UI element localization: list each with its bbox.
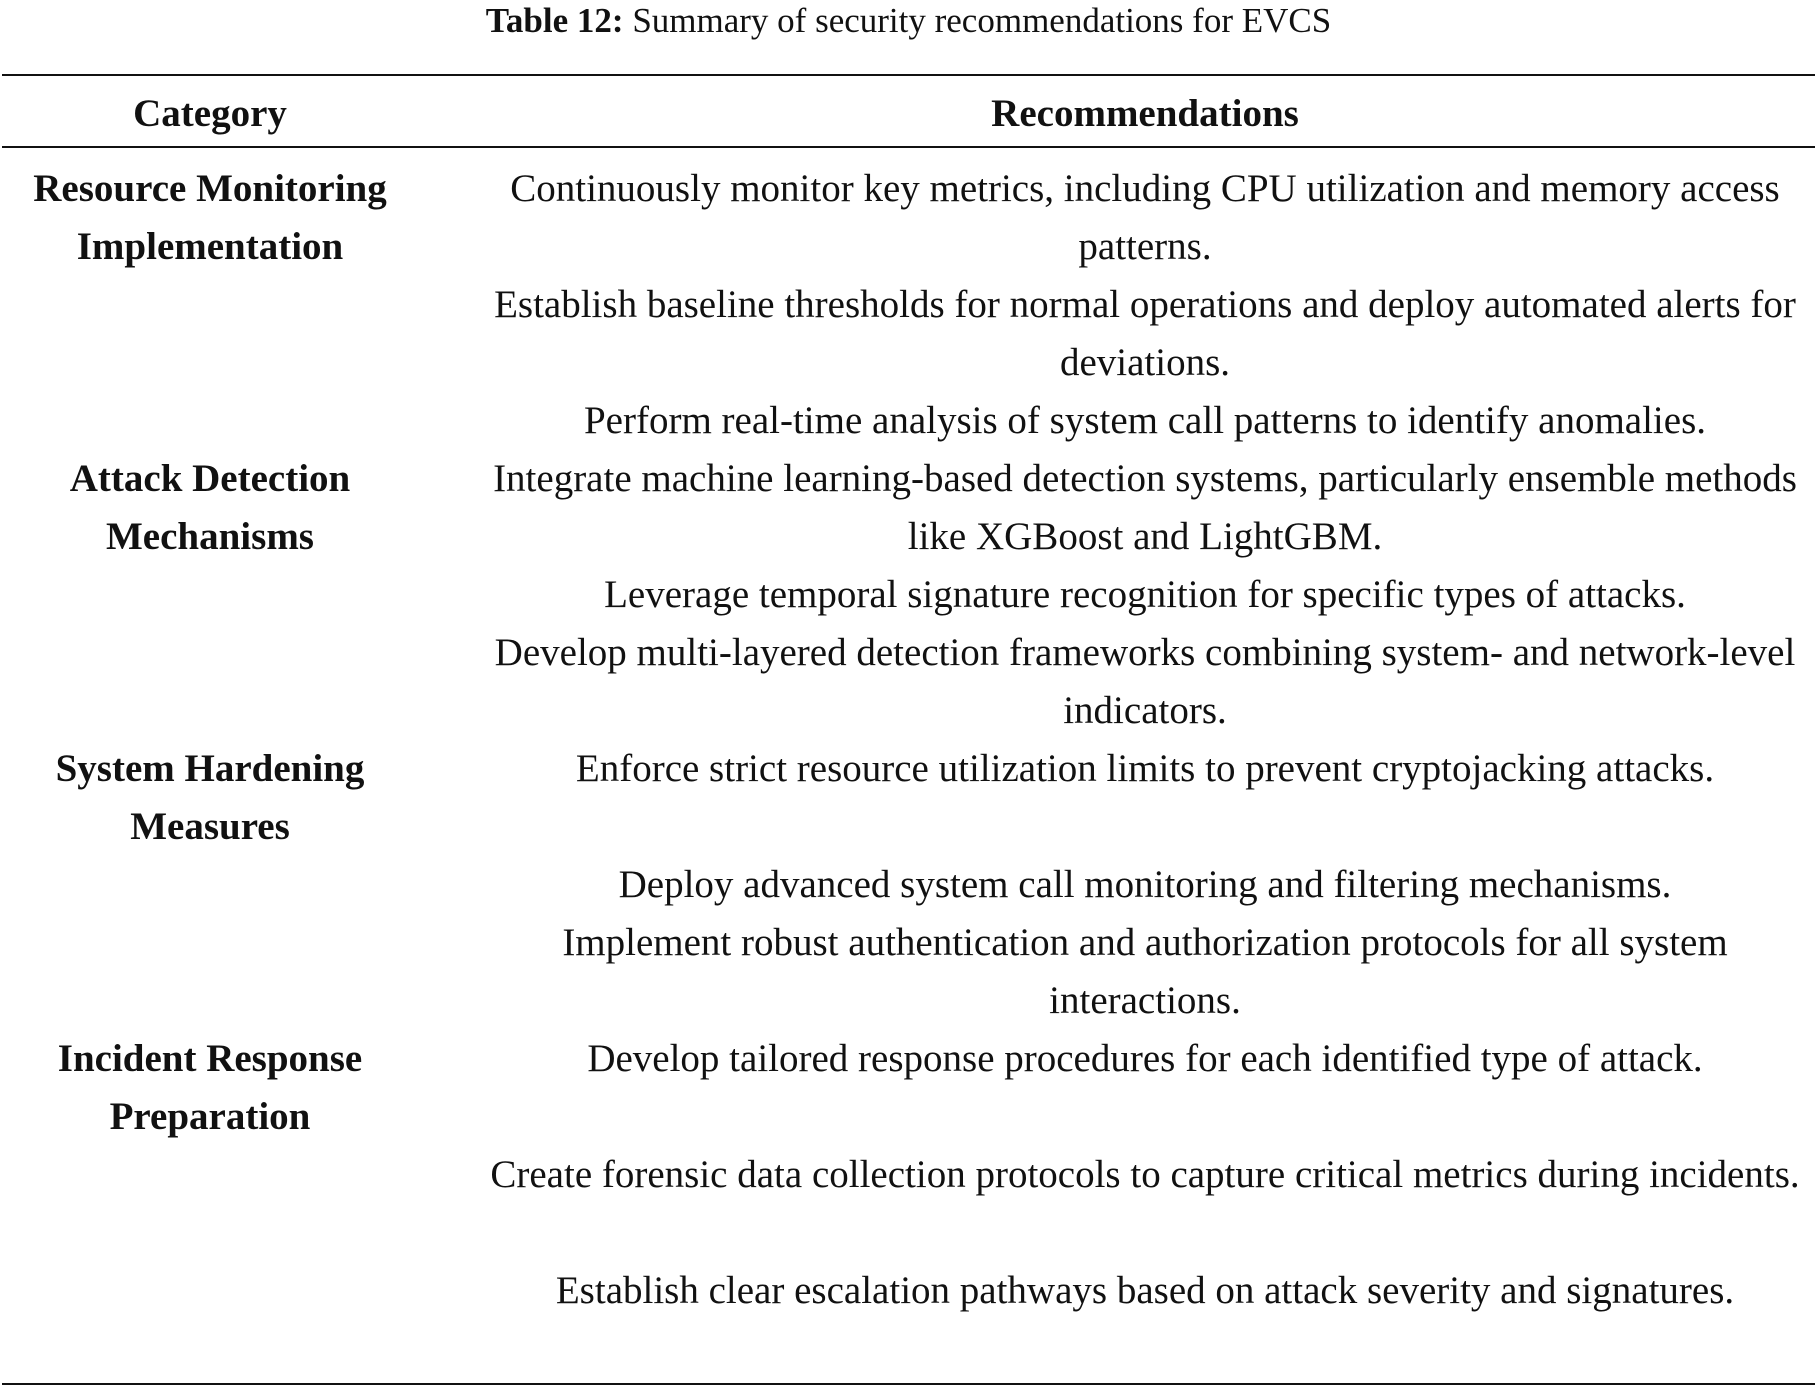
table-caption — [0, 0, 1817, 42]
table-number: Table 12: — [485, 1, 624, 40]
recommendation-cell: Continuously monitor key metrics, including CPU utilization and memory access patterns. — [510, 167, 1780, 268]
recommendation-cell: Leverage temporal signature recognition for specific types of attacks. — [604, 573, 1686, 616]
header-rule — [2, 146, 1815, 148]
category-cell: Incident Response Preparation — [57, 1037, 363, 1138]
recommendation-cell: Create forensic data collection protocols to capture critical metrics during incidents. — [490, 1153, 1800, 1196]
top-rule — [2, 74, 1815, 76]
recommendation-cell: Develop multi-layered detection frameworks combining system- and network-level indicators. — [494, 631, 1796, 732]
category-cell: Attack Detection Mechanisms — [69, 457, 351, 558]
recommendation-cell: Perform real-time analysis of system call patterns to identify anomalies. — [583, 399, 1706, 442]
recommendation-cell: Deploy advanced system call monitoring and filtering mechanisms. — [618, 863, 1672, 906]
recommendation-cell: Establish baseline thresholds for normal operations and deploy automated alerts for deviations. — [494, 283, 1796, 384]
recommendation-cell: Enforce strict resource utilization limits to prevent cryptojacking attacks. — [575, 747, 1715, 790]
table-header-row — [0, 84, 1817, 144]
recommendation-cell: Implement robust authentication and authorization protocols for all system interactions. — [562, 921, 1728, 1022]
bottom-rule — [2, 1383, 1815, 1385]
category-cell: System Hardening Measures — [55, 747, 365, 848]
recommendation-cell: Establish clear escalation pathways based on attack severity and signatures. — [555, 1269, 1735, 1312]
table-title: Summary of security recommendations for EVCS — [632, 1, 1332, 40]
category-cell: Resource Monitoring Implementation — [33, 167, 387, 268]
recommendation-cell: Integrate machine learning-based detection systems, particularly ensemble methods like XGBoost and LightGBM. — [493, 457, 1797, 558]
recommendation-cell: Develop tailored response procedures for each identified type of attack. — [587, 1037, 1703, 1080]
header-recommendations: Recommendations — [991, 92, 1299, 135]
header-category: Category — [133, 92, 287, 135]
